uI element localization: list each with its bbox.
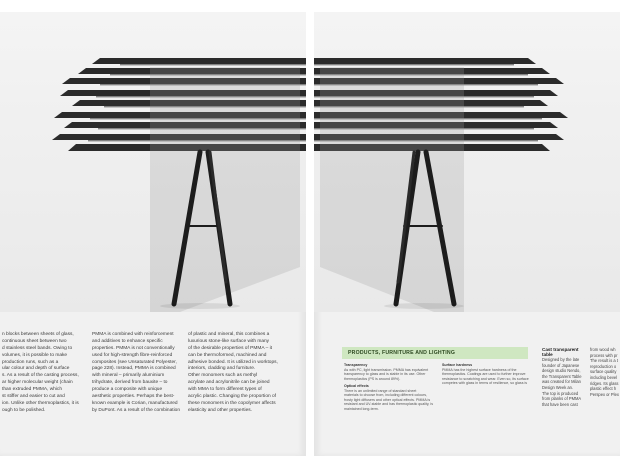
table-illustration	[314, 12, 620, 312]
text-column-2: PMMA is combined with reinforcement and additives to enhance specific properties. PMMA is not conventionally used for high-strength fibre-reinforced composites (see Unsaturated Polyester, page 228). Instead, PMMA is combined with mineral – primarily aluminium trihydrate, derived from bauxite – to produce a composite with unique aesthetic properties. Perhaps the best- known example is Corian, manufactured by DuPont. As a result of the combination	[92, 332, 180, 413]
text-column-3: of plastic and mineral, this combines a luxurious stone-like surface with many of the desirable properties of PMMA – it can be thermoformed, machined and adhesive bonded. It is utilized in worktops, interiors, cladding and furniture. Other monomers such as methyl acrylate and acrylonitrile can be joined with MMA to form different types of acrylic plastic. Changing the proportion of these monomers in the copolymer affects elasticity and other properties.	[188, 332, 278, 413]
sidebar-heading: Cast transparent table	[542, 347, 579, 357]
section-title: PRODUCTS, FURNITURE AND LIGHTING	[342, 347, 528, 359]
sidebar-caption: Cast transparent table Designed by the late founder of Japanese design studio Nendo, the Transparent Table was created for Milan Design Week an. The top is produced from planks of PMMA that have been cast	[542, 347, 586, 407]
table-illustration	[0, 12, 306, 312]
surface-hardness-block: Surface hardness PMMA has the highest surface hardness of the thermoplastics. Coatings are used to further improve resistance to scratching and wear. Even so, its surface competes with glass in terms of resilience, so glass is	[442, 363, 532, 386]
table-photo-left	[0, 12, 306, 312]
surface-hardness-heading: Surface hardness	[442, 363, 473, 367]
optical-effects-block: Optical effects There is an unlimited range of standard sheet materials to choose from, including different colours, frosty light diffusers and other optical effects. PMMA is resistant and UV-stable and has thermoplastic quality, is maintained long-term.	[344, 384, 444, 412]
transparency-heading: Transparency	[344, 363, 368, 367]
optical-effects-heading: Optical effects	[344, 384, 369, 388]
table-photo-right	[314, 12, 620, 312]
edge-text-column: from wood wh process with pr The result is a t reproduction o surface quality including bevel ridges. Its glass plastic effect h Perspex or Plex	[590, 347, 619, 397]
transparency-block: Transparency As with PC, light transmission. PMMA has equivalent transparency to glass and is stable in its use. Other thermoplastics (PS is around 89%).	[344, 363, 444, 381]
text-column-1: n blocks between sheets of glass, continuous sheet between two d stainless steel bands. Owing to volumes, it is possible to make production runs, such as a ular colour and depth of surface s. As a result of the casting process, ar higher molecular weight (chain than extruded PMMA, which st stiffer and easier to cut and ion. Unlike other thermoplastics, it is ough to be polished.	[2, 332, 79, 413]
right-page	[314, 12, 620, 456]
left-page	[0, 12, 306, 456]
spine-gutter	[306, 12, 314, 456]
